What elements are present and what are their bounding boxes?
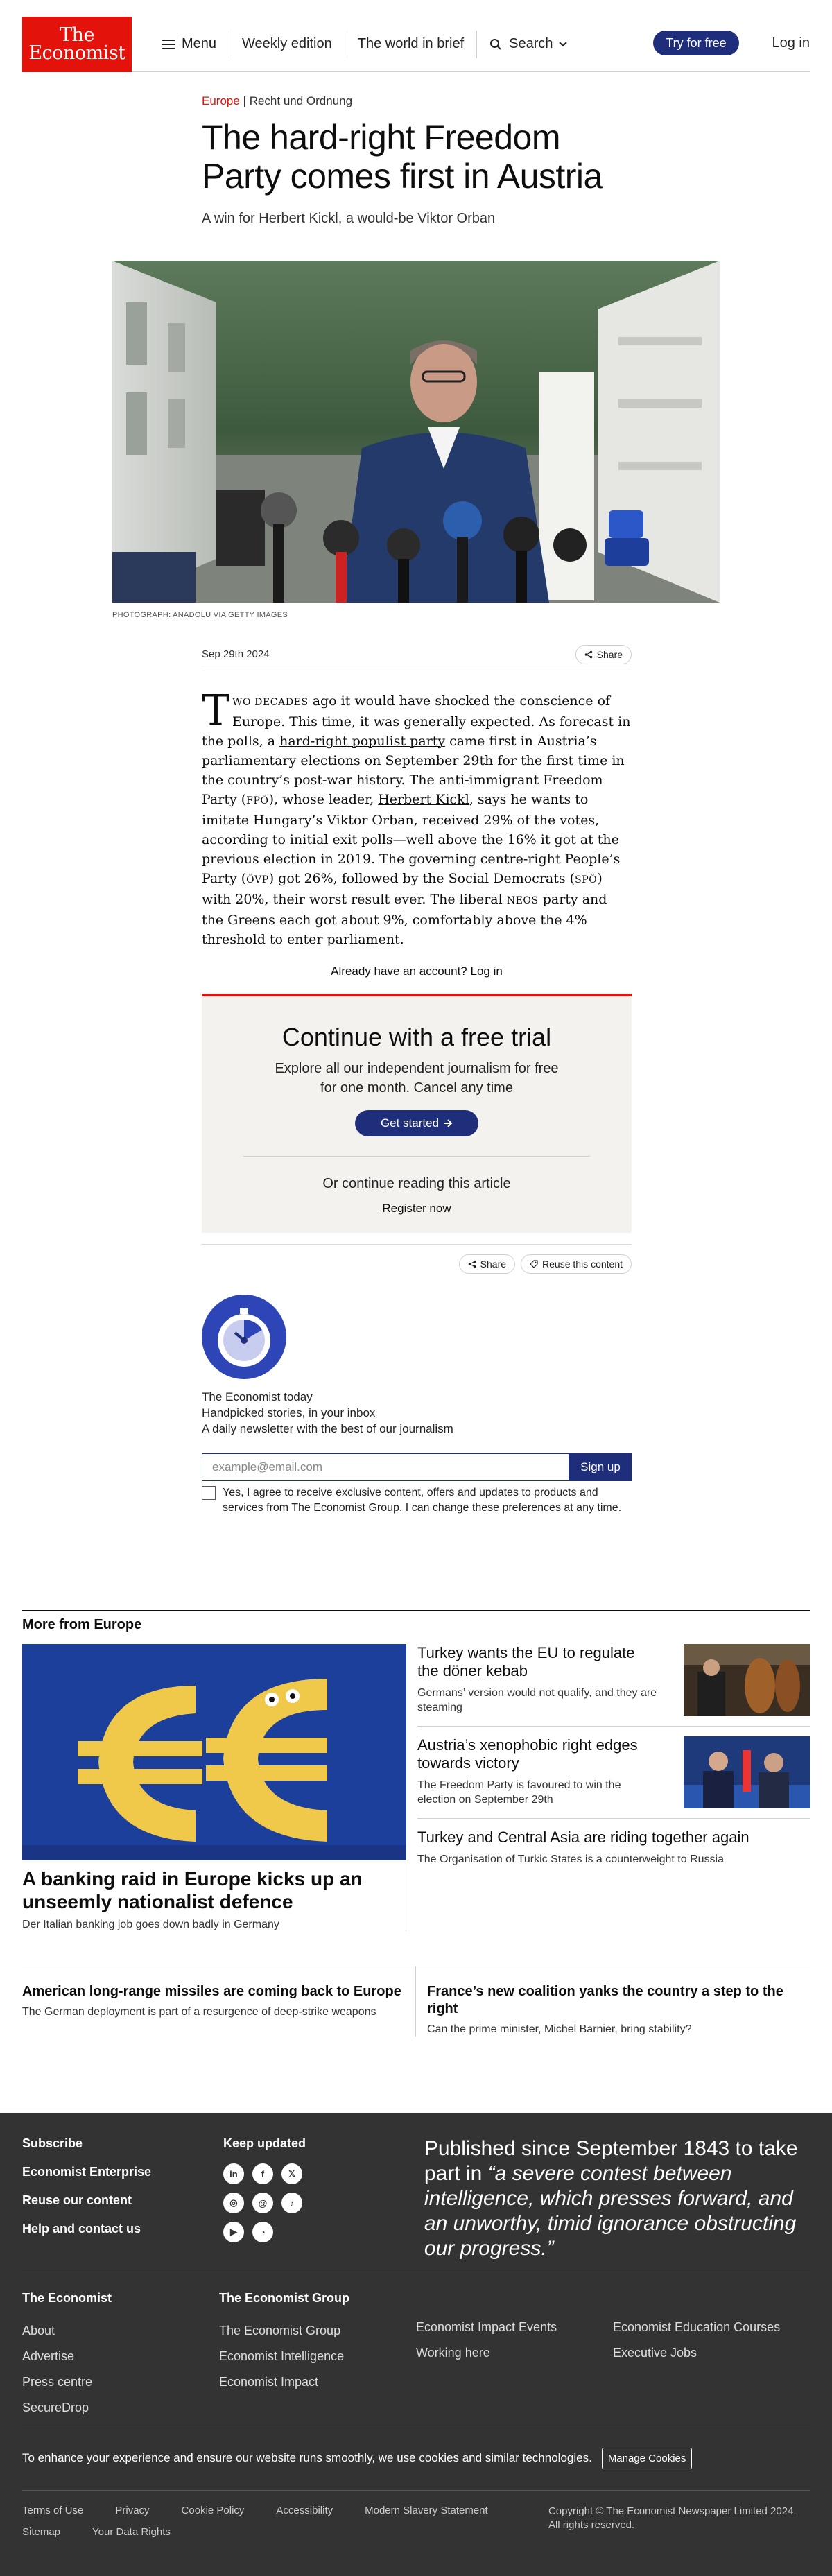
instagram-icon[interactable]: ◎ bbox=[223, 2193, 244, 2213]
body-text-4: , says he wants to imitate Hungary’s Viktor Orban, received 29% of the votes, according to initial exit polls—well above the 16% it got at the previous election in 2019. The governing centre-right People’s Party ( bbox=[202, 792, 621, 886]
footer-link-impact-events[interactable]: Economist Impact Events bbox=[416, 2320, 557, 2334]
cookie-notice bbox=[0, 2426, 832, 2490]
footer-reuse-link[interactable]: Reuse our content bbox=[22, 2193, 132, 2207]
link-herbert-kickl[interactable]: Herbert Kickl bbox=[378, 792, 469, 807]
trial-text-line2: for one month. Cancel any time bbox=[320, 1080, 513, 1096]
bottom-stories bbox=[22, 1966, 810, 2037]
youtube-icon[interactable]: ▶ bbox=[223, 2222, 244, 2242]
share-button-bottom[interactable] bbox=[459, 1254, 515, 1274]
get-started-button[interactable] bbox=[355, 1110, 478, 1136]
threads-icon[interactable]: @ bbox=[252, 2193, 273, 2213]
footer-help-link[interactable]: Help and contact us bbox=[22, 2222, 141, 2236]
quote-italic: “a severe contest between intelligence, which presses forward, and an unworthy, timid ignorance obstructing our progress.” bbox=[424, 2162, 797, 2260]
share-row bbox=[202, 1244, 632, 1274]
abbr-neos: NEOS bbox=[506, 895, 539, 906]
footer-link-impact[interactable]: Economist Impact bbox=[219, 2375, 319, 2389]
featured-story[interactable] bbox=[22, 1644, 406, 1931]
footer-link-about[interactable]: About bbox=[22, 2324, 55, 2337]
reuse-content-button[interactable] bbox=[521, 1254, 632, 1274]
sign-up-button[interactable]: Sign up bbox=[569, 1453, 632, 1481]
legal-sitemap[interactable]: Sitemap bbox=[22, 2526, 61, 2538]
nav-world-in-brief[interactable]: The world in brief bbox=[345, 31, 477, 58]
account-prompt-text: Already have an account? bbox=[331, 965, 467, 978]
share-label: Share bbox=[596, 648, 623, 660]
nav-weekly-edition[interactable]: Weekly edition bbox=[229, 31, 345, 58]
footer-link-executive-jobs[interactable]: Executive Jobs bbox=[613, 2346, 697, 2360]
search-label: Search bbox=[509, 36, 553, 51]
abbr-ovp: ÖVP bbox=[246, 874, 269, 885]
newsletter-description: A daily newsletter with the best of our journalism bbox=[202, 1422, 453, 1435]
side-story-title: Austria’s xenophobic right edges towards victory bbox=[417, 1736, 638, 1772]
footer-link-press[interactable]: Press centre bbox=[22, 2375, 93, 2389]
newsletter-text bbox=[202, 1389, 632, 1437]
euro-illustration bbox=[22, 1644, 406, 1860]
bottom-story[interactable] bbox=[416, 1966, 810, 2037]
hamburger-icon bbox=[162, 40, 175, 49]
topic-label: Recht und Ordnung bbox=[249, 94, 353, 107]
bottom-story-sub: Can the prime minister, Michel Barnier, bring stability? bbox=[427, 2023, 692, 2035]
side-story-sub: The Organisation of Turkic States is a counterweight to Russia bbox=[417, 1853, 724, 1865]
consent-checkbox[interactable] bbox=[202, 1486, 216, 1500]
featured-sub: Der Italian banking job goes down badly in Germany bbox=[22, 1919, 279, 1930]
more-heading: More from Europe bbox=[22, 1617, 142, 1632]
featured-title: A banking raid in Europe kicks up an unseemly nationalist defence bbox=[22, 1868, 363, 1912]
try-for-free-button[interactable]: Try for free bbox=[653, 31, 739, 55]
reuse-label: Reuse this content bbox=[542, 1259, 623, 1270]
more-grid bbox=[22, 1644, 810, 1931]
newsletter-signup bbox=[202, 1295, 632, 1516]
footer-link-working-here[interactable]: Working here bbox=[416, 2346, 490, 2360]
footer-quote bbox=[424, 2136, 810, 2270]
side-story-title: Turkey and Central Asia are riding together again bbox=[417, 1829, 749, 1846]
section-link[interactable]: Europe bbox=[202, 94, 240, 107]
abbr-fpo: FPÖ bbox=[246, 795, 269, 806]
newsletter-tagline: Handpicked stories, in your inbox bbox=[202, 1406, 376, 1419]
menu-label: Menu bbox=[182, 36, 217, 51]
hero-photo-illustration bbox=[112, 261, 720, 603]
body-text-7: party and the Greens each got about 9%, comfortably above the 4% threshold to enter parliament. bbox=[202, 892, 607, 947]
newsletter-name: The Economist today bbox=[202, 1390, 313, 1403]
side-story-sub: Germans’ version would not qualify, and they are steaming bbox=[417, 1687, 657, 1713]
publish-date: Sep 29th 2024 bbox=[202, 648, 270, 660]
x-icon[interactable]: 𝕏 bbox=[281, 2163, 302, 2184]
footer-link-securedrop[interactable]: SecureDrop bbox=[22, 2401, 89, 2414]
signup-form bbox=[202, 1453, 632, 1481]
side-story[interactable] bbox=[417, 1644, 810, 1727]
article-body bbox=[202, 686, 632, 949]
legal-privacy[interactable]: Privacy bbox=[115, 2505, 150, 2516]
share-label-bottom: Share bbox=[480, 1259, 507, 1270]
keep-updated bbox=[223, 2136, 424, 2270]
body-text-2: came first in Austria’s parliamentary elections on September 29th for the first time in the country’s post-war history. The anti-immigrant Freedom Party ( bbox=[202, 734, 625, 807]
trial-text-line1: Explore all our independent journalism for free bbox=[275, 1061, 559, 1076]
article-header bbox=[202, 94, 632, 227]
logo-line2: Economist bbox=[28, 42, 125, 64]
main-nav bbox=[150, 17, 580, 72]
footer-columns bbox=[0, 2270, 832, 2426]
article-body-section bbox=[202, 643, 632, 1516]
economist-logo[interactable] bbox=[22, 17, 132, 72]
legal-terms[interactable]: Terms of Use bbox=[22, 2505, 84, 2516]
logo-line1: The bbox=[60, 24, 94, 46]
menu-button[interactable] bbox=[150, 31, 229, 58]
trial-title: Continue with a free trial bbox=[281, 1023, 552, 1051]
consent-text: Yes, I agree to receive exclusive content, offers and updates to products and services from The Economist Group. I can change these preferences at any time. bbox=[223, 1487, 622, 1514]
share-button-top[interactable] bbox=[575, 645, 632, 664]
bottom-story-sub: The German deployment is part of a resurgence of deep-strike weapons bbox=[22, 2006, 376, 2018]
footer-enterprise-link[interactable]: Economist Enterprise bbox=[22, 2165, 152, 2179]
legal-data-rights[interactable]: Your Data Rights bbox=[92, 2526, 171, 2538]
legal-accessibility[interactable]: Accessibility bbox=[276, 2505, 333, 2516]
article-meta bbox=[202, 643, 632, 666]
social-icons bbox=[223, 2163, 424, 2242]
trial-text bbox=[202, 1059, 632, 1098]
hero-caption: PHOTOGRAPH: ANADOLU VIA GETTY IMAGES bbox=[112, 611, 288, 619]
account-login-link[interactable]: Log in bbox=[470, 965, 503, 978]
keep-updated-heading: Keep updated bbox=[223, 2136, 306, 2150]
link-hard-right-populist-party[interactable]: hard-right populist party bbox=[279, 734, 446, 749]
free-trial-panel bbox=[202, 994, 632, 1233]
footer-link-advertise[interactable]: Advertise bbox=[22, 2349, 75, 2363]
account-prompt bbox=[202, 965, 632, 978]
drop-cap: T bbox=[202, 686, 230, 735]
legal-links bbox=[22, 2505, 529, 2538]
search-icon bbox=[489, 38, 502, 51]
abbr-spo: SPÖ bbox=[575, 874, 598, 885]
bottom-story-title: American long-range missiles are coming back to Europe bbox=[22, 1984, 401, 1999]
footer-legal bbox=[0, 2491, 832, 2538]
site-footer bbox=[0, 2113, 832, 2576]
article-headline: The hard-right Freedom Party comes first in Austria bbox=[202, 118, 603, 196]
legal-modern-slavery[interactable]: Modern Slavery Statement bbox=[365, 2505, 488, 2516]
side-story[interactable] bbox=[417, 1829, 810, 1876]
share-icon bbox=[584, 650, 593, 659]
hero-image bbox=[112, 261, 720, 603]
facebook-icon[interactable]: f bbox=[252, 2163, 273, 2184]
doner-kebab-thumbnail bbox=[684, 1644, 810, 1716]
body-text-1: ago it would have shocked the conscience of Europe. This time, it was generally expected. As forecast in the polls, a bbox=[202, 693, 631, 749]
footer-col-heading: The Economist bbox=[22, 2291, 112, 2305]
footer-link-intelligence[interactable]: Economist Intelligence bbox=[219, 2349, 345, 2363]
body-text-5: ) got 26%, followed by the Social Democrats ( bbox=[268, 871, 575, 886]
more-from-section bbox=[22, 1610, 810, 2037]
legal-cookie-policy[interactable]: Cookie Policy bbox=[181, 2505, 245, 2516]
email-field[interactable] bbox=[202, 1453, 569, 1481]
cookie-text: To enhance your experience and ensure our website runs smoothly, we use cookies and similar technologies. bbox=[22, 2451, 592, 2464]
manage-cookies-button[interactable]: Manage Cookies bbox=[602, 2448, 693, 2469]
footer-col-heading: The Economist Group bbox=[219, 2291, 350, 2305]
bottom-story-title: France’s new coalition yanks the country a step to the right bbox=[427, 1984, 783, 2016]
tag-icon bbox=[530, 1260, 538, 1268]
section-separator: | bbox=[239, 94, 250, 107]
side-stories bbox=[406, 1644, 810, 1931]
stopwatch-icon bbox=[202, 1295, 286, 1379]
side-story-title: Turkey wants the EU to regulate the döner kebab bbox=[417, 1644, 635, 1679]
rss-icon[interactable]: ◔ bbox=[252, 2222, 273, 2242]
site-header bbox=[0, 0, 832, 89]
get-started-label: Get started bbox=[380, 1116, 440, 1130]
trial-divider bbox=[243, 1156, 590, 1157]
footer-link-group[interactable]: The Economist Group bbox=[219, 2324, 341, 2337]
header-bar bbox=[22, 17, 810, 72]
or-continue-text: Or continue reading this article bbox=[322, 1176, 511, 1191]
quote-plain: Published since September 1843 to take part in bbox=[424, 2137, 798, 2185]
register-now-link[interactable]: Register now bbox=[382, 1202, 451, 1215]
lead-smallcaps: WO DECADES bbox=[232, 697, 309, 708]
section-line bbox=[202, 94, 632, 108]
login-link[interactable]: Log in bbox=[772, 35, 810, 51]
body-text-3: ), whose leader, bbox=[268, 792, 379, 807]
side-story[interactable] bbox=[417, 1736, 810, 1819]
bottom-story[interactable] bbox=[22, 1966, 416, 2037]
arrow-right-icon bbox=[443, 1119, 453, 1127]
side-story-sub: The Freedom Party is favoured to win the election on September 29th bbox=[417, 1779, 621, 1806]
article-subheadline: A win for Herbert Kickl, a would-be Viktor Orban bbox=[202, 211, 496, 226]
footer-link-education[interactable]: Economist Education Courses bbox=[613, 2320, 781, 2334]
tiktok-icon[interactable]: ♪ bbox=[281, 2193, 302, 2213]
body-text-6: ) with 20%, their worst result ever. The liberal bbox=[202, 871, 603, 907]
search-button[interactable] bbox=[477, 31, 579, 58]
austria-politicians-thumbnail bbox=[684, 1736, 810, 1808]
footer-subscribe-link[interactable]: Subscribe bbox=[22, 2136, 83, 2150]
linkedin-icon[interactable]: in bbox=[223, 2163, 244, 2184]
footer-primary-links bbox=[22, 2136, 223, 2270]
consent-row bbox=[202, 1485, 632, 1516]
copyright: Copyright © The Economist Newspaper Limited 2024. All rights reserved. bbox=[548, 2505, 797, 2531]
footer-top bbox=[0, 2113, 832, 2270]
chevron-down-icon bbox=[559, 42, 567, 47]
share-icon bbox=[468, 1260, 476, 1268]
